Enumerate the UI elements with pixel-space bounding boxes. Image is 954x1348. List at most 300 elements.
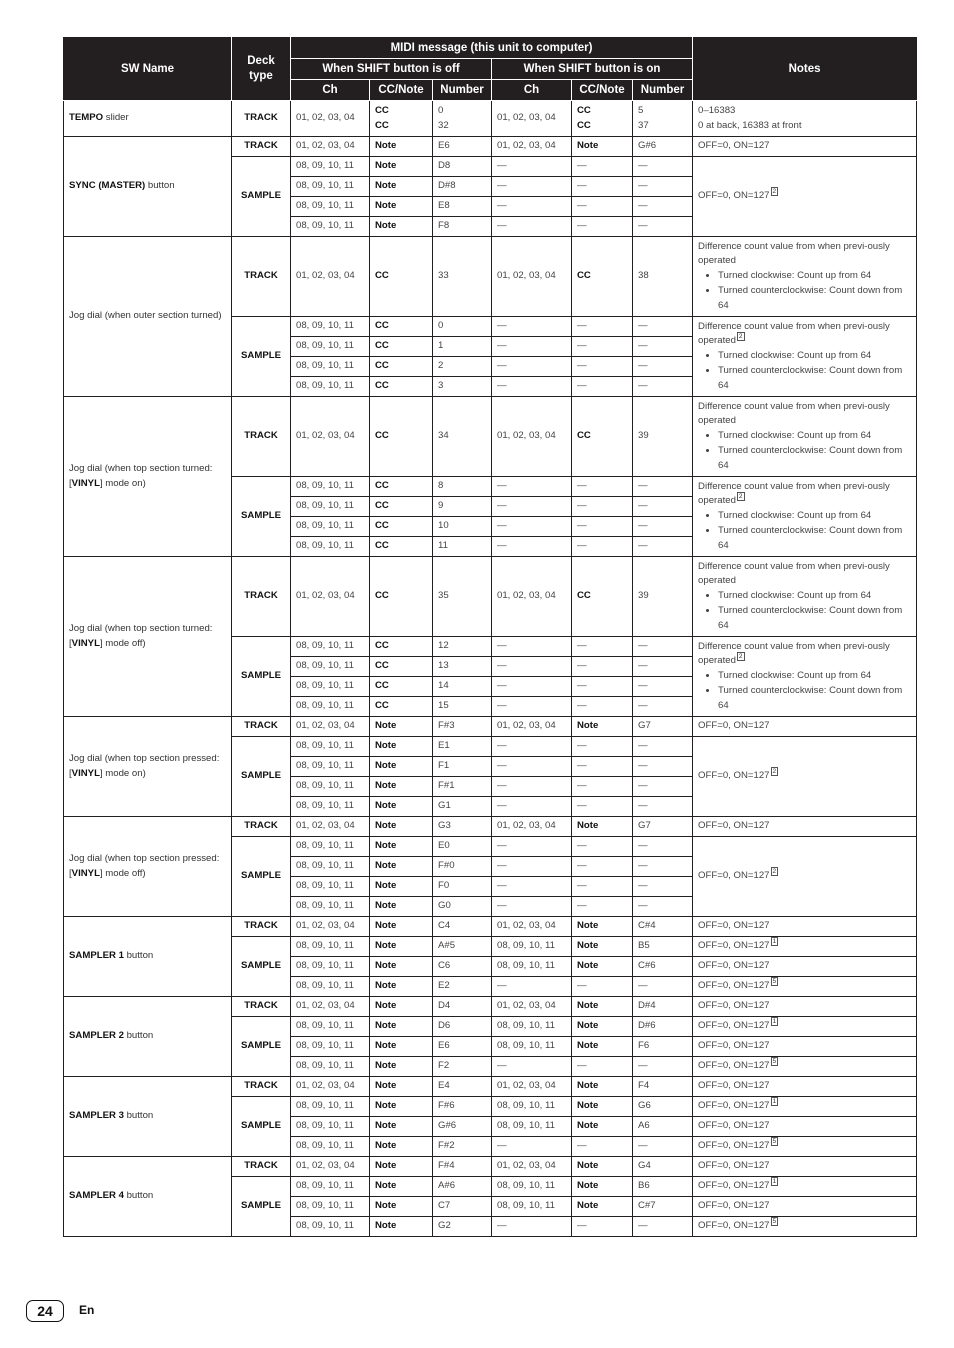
ch-cell: 08, 09, 10, 11	[291, 857, 370, 877]
cc-note-cell: Note	[370, 177, 433, 197]
cc-note-cell: Note	[370, 1057, 433, 1077]
shift-ch-cell: —	[492, 797, 572, 817]
col-header-shift-off: When SHIFT button is off	[291, 59, 492, 80]
notes-cell	[693, 837, 917, 917]
table-row	[64, 557, 917, 637]
cc-note-cell: CC	[370, 557, 433, 637]
notes-cell	[693, 637, 917, 717]
sw-name-cell	[64, 997, 232, 1077]
shift-ch-cell: 01, 02, 03, 04	[492, 101, 572, 137]
notes-list-item: • Turned counterclockwise: Count down from 64	[718, 604, 911, 634]
table-row	[64, 917, 917, 937]
sw-name-rest: button	[123, 1110, 154, 1122]
shift-number-cell: C#6	[633, 957, 693, 977]
notes-cell	[693, 557, 917, 637]
ch-cell: 08, 09, 10, 11	[291, 877, 370, 897]
notes-text: Difference count value from when previ-ously operated	[698, 560, 890, 587]
shift-cc-note-cell: —	[572, 977, 633, 997]
shift-number-cell: B5	[633, 937, 693, 957]
shift-ch-cell: 01, 02, 03, 04	[492, 137, 572, 157]
deck-type-cell: TRACK	[232, 237, 291, 317]
deck-type-cell: TRACK	[232, 997, 291, 1017]
cc-note-cell: Note	[370, 877, 433, 897]
shift-cc-note-cell: —	[572, 677, 633, 697]
deck-type-line2: type	[249, 70, 273, 82]
cc-note-cell: Note	[370, 1217, 433, 1237]
number-cell: E0	[433, 837, 492, 857]
number-cell: 10	[433, 517, 492, 537]
cc-note-cell: Note	[370, 757, 433, 777]
cc-note-cell: Note	[370, 1017, 433, 1037]
cc-note-value: CC	[577, 104, 591, 116]
cc-note-cell: CC	[370, 637, 433, 657]
deck-type-cell: TRACK	[232, 1077, 291, 1097]
sw-name-part: Jog dial (when top section turned: [	[69, 462, 213, 489]
number-cell: F#0	[433, 857, 492, 877]
shift-cc-note-cell: —	[572, 737, 633, 757]
sw-name-rest: button	[123, 1190, 154, 1202]
sw-name-part: Jog dial (when top section pressed: [	[69, 752, 220, 779]
col-header-shift-on: When SHIFT button is on	[492, 59, 693, 80]
ch-cell: 08, 09, 10, 11	[291, 1217, 370, 1237]
number-value: 37	[638, 119, 649, 131]
number-cell: 15	[433, 697, 492, 717]
ch-cell: 01, 02, 03, 04	[291, 917, 370, 937]
col-header-number: Number	[433, 80, 492, 101]
cc-note-cell: Note	[370, 897, 433, 917]
cc-note-value: CC	[375, 104, 389, 116]
ch-cell: 01, 02, 03, 04	[291, 997, 370, 1017]
sw-name-cell	[64, 717, 232, 817]
sw-name-bold: VINYL	[71, 477, 100, 489]
shift-cc-note-cell: —	[572, 537, 633, 557]
table-row	[64, 397, 917, 477]
shift-cc-note-cell: —	[572, 217, 633, 237]
shift-number-cell: —	[633, 1057, 693, 1077]
ch-cell: 08, 09, 10, 11	[291, 757, 370, 777]
ch-cell: 08, 09, 10, 11	[291, 837, 370, 857]
shift-number-cell: —	[633, 377, 693, 397]
number-cell: C7	[433, 1197, 492, 1217]
cc-note-cell: CC	[370, 317, 433, 337]
col-header-cc-note: CC/Note	[370, 80, 433, 101]
cc-note-cell: Note	[370, 1097, 433, 1117]
number-cell: D4	[433, 997, 492, 1017]
notes-cell	[693, 1137, 917, 1157]
shift-ch-cell: 01, 02, 03, 04	[492, 717, 572, 737]
shift-ch-cell: —	[492, 157, 572, 177]
shift-ch-cell: 08, 09, 10, 11	[492, 937, 572, 957]
cc-note-cell: Note	[370, 917, 433, 937]
footnote-ref: 5	[772, 1218, 777, 1226]
ch-cell: 08, 09, 10, 11	[291, 357, 370, 377]
shift-number-cell: —	[633, 857, 693, 877]
shift-ch-cell: 01, 02, 03, 04	[492, 557, 572, 637]
shift-number-cell: —	[633, 157, 693, 177]
cc-note-cell: Note	[370, 957, 433, 977]
ch-cell: 08, 09, 10, 11	[291, 1177, 370, 1197]
sw-name-bold: VINYL	[71, 867, 100, 879]
deck-type-cell: SAMPLE	[232, 477, 291, 557]
shift-number-cell: B6	[633, 1177, 693, 1197]
cc-note-cell: CC	[370, 697, 433, 717]
shift-number-cell: G7	[633, 817, 693, 837]
shift-ch-cell: —	[492, 657, 572, 677]
shift-cc-note-cell: Note	[572, 717, 633, 737]
number-cell: 13	[433, 657, 492, 677]
ch-cell: 08, 09, 10, 11	[291, 477, 370, 497]
notes-text: OFF=0, ON=127	[698, 940, 770, 952]
sw-name-cell	[64, 101, 232, 137]
notes-cell: OFF=0, ON=127	[693, 1197, 917, 1217]
sw-name-bold: SAMPLER 2	[69, 1030, 124, 1042]
shift-cc-note-cell: —	[572, 1217, 633, 1237]
number-cell: 11	[433, 537, 492, 557]
table-row	[64, 101, 917, 137]
sw-name-rest: slider	[103, 112, 129, 124]
notes-text-wrap	[698, 480, 911, 510]
shift-cc-note-cell: —	[572, 337, 633, 357]
cc-note-cell: Note	[370, 837, 433, 857]
ch-cell: 08, 09, 10, 11	[291, 177, 370, 197]
shift-ch-cell: —	[492, 1217, 572, 1237]
notes-cell	[693, 157, 917, 237]
number-cell: E2	[433, 977, 492, 997]
col-header-sw-name: SW Name	[64, 38, 232, 101]
shift-cc-note-cell: Note	[572, 1097, 633, 1117]
shift-ch-cell: 08, 09, 10, 11	[492, 1037, 572, 1057]
notes-cell	[693, 737, 917, 817]
notes-list-item: • Turned clockwise: Count up from 64	[718, 429, 911, 444]
deck-type-cell: SAMPLE	[232, 937, 291, 997]
number-cell: E6	[433, 1037, 492, 1057]
shift-number-cell: 39	[633, 557, 693, 637]
deck-type-cell: SAMPLE	[232, 1177, 291, 1237]
ch-cell: 08, 09, 10, 11	[291, 1117, 370, 1137]
cc-note-cell: CC	[370, 337, 433, 357]
notes-cell	[693, 477, 917, 557]
shift-cc-note-cell: —	[572, 757, 633, 777]
shift-cc-note-cell: —	[572, 657, 633, 677]
number-cell: 8	[433, 477, 492, 497]
shift-ch-cell: 08, 09, 10, 11	[492, 1177, 572, 1197]
col-header-deck-type	[232, 38, 291, 101]
cc-note-cell: CC	[370, 357, 433, 377]
cc-note-cell: CC	[370, 537, 433, 557]
cc-note-value: CC	[577, 119, 591, 131]
deck-type-cell: TRACK	[232, 557, 291, 637]
cc-note-cell	[370, 101, 433, 137]
shift-ch-cell: —	[492, 637, 572, 657]
number-cell: G3	[433, 817, 492, 837]
footnote-ref: 1	[772, 938, 777, 946]
notes-text: OFF=0, ON=127	[698, 1220, 770, 1232]
number-cell: A#6	[433, 1177, 492, 1197]
shift-ch-cell: 08, 09, 10, 11	[492, 957, 572, 977]
shift-ch-cell: —	[492, 697, 572, 717]
cc-note-cell: Note	[370, 817, 433, 837]
shift-ch-cell: 08, 09, 10, 11	[492, 1117, 572, 1137]
shift-number-cell: G#6	[633, 137, 693, 157]
shift-number-cell: —	[633, 797, 693, 817]
shift-cc-note-cell: Note	[572, 1017, 633, 1037]
notes-list-item: • Turned counterclockwise: Count down from 64	[718, 284, 911, 314]
shift-cc-note-cell: —	[572, 317, 633, 337]
number-cell: E8	[433, 197, 492, 217]
notes-text: OFF=0, ON=127	[698, 1060, 770, 1072]
notes-list-item: • Turned clockwise: Count up from 64	[718, 669, 911, 684]
shift-cc-note-cell	[572, 101, 633, 137]
ch-cell: 08, 09, 10, 11	[291, 157, 370, 177]
shift-ch-cell: —	[492, 337, 572, 357]
shift-number-cell: —	[633, 177, 693, 197]
notes-text: Difference count value from when previ-ously operated	[698, 400, 890, 427]
sw-name-cell: Jog dial (when outer section turned)	[64, 237, 232, 397]
ch-cell: 08, 09, 10, 11	[291, 337, 370, 357]
notes-cell: OFF=0, ON=127	[693, 1157, 917, 1177]
shift-cc-note-cell: —	[572, 1057, 633, 1077]
shift-number-cell: G4	[633, 1157, 693, 1177]
shift-ch-cell: —	[492, 897, 572, 917]
col-header-midi-message: MIDI message (this unit to computer)	[291, 38, 693, 59]
shift-number-cell: —	[633, 697, 693, 717]
ch-cell: 08, 09, 10, 11	[291, 637, 370, 657]
shift-number-cell: —	[633, 217, 693, 237]
ch-cell: 08, 09, 10, 11	[291, 657, 370, 677]
shift-number-cell: F6	[633, 1037, 693, 1057]
number-cell: D6	[433, 1017, 492, 1037]
cc-note-cell: CC	[370, 477, 433, 497]
sw-name-bold: SYNC (MASTER)	[69, 180, 146, 192]
shift-ch-cell: —	[492, 837, 572, 857]
number-cell	[433, 101, 492, 137]
col-header-notes: Notes	[693, 38, 917, 101]
table-row	[64, 997, 917, 1017]
shift-ch-cell: 01, 02, 03, 04	[492, 237, 572, 317]
number-cell: E4	[433, 1077, 492, 1097]
shift-cc-note-cell: —	[572, 1137, 633, 1157]
shift-cc-note-cell: Note	[572, 997, 633, 1017]
notes-cell: OFF=0, ON=127	[693, 137, 917, 157]
number-cell: 35	[433, 557, 492, 637]
table-row	[64, 1157, 917, 1177]
sw-name-cell	[64, 1077, 232, 1157]
shift-number-cell: —	[633, 477, 693, 497]
ch-cell: 08, 09, 10, 11	[291, 937, 370, 957]
ch-cell: 08, 09, 10, 11	[291, 317, 370, 337]
shift-number-cell: —	[633, 197, 693, 217]
col-header-shift-number: Number	[633, 80, 693, 101]
shift-cc-note-cell: —	[572, 857, 633, 877]
ch-cell: 08, 09, 10, 11	[291, 1197, 370, 1217]
number-cell: 1	[433, 337, 492, 357]
sw-name-bold: TEMPO	[69, 112, 104, 124]
shift-ch-cell: —	[492, 477, 572, 497]
sw-name-cell	[64, 817, 232, 917]
sw-name-part: ] mode off)	[99, 637, 146, 649]
number-cell: 12	[433, 637, 492, 657]
cc-note-cell: Note	[370, 197, 433, 217]
shift-ch-cell: 01, 02, 03, 04	[492, 397, 572, 477]
shift-number-cell: —	[633, 517, 693, 537]
notes-cell: OFF=0, ON=127	[693, 957, 917, 977]
notes-list-item: • Turned clockwise: Count up from 64	[718, 269, 911, 284]
shift-ch-cell: 08, 09, 10, 11	[492, 1197, 572, 1217]
shift-ch-cell: —	[492, 497, 572, 517]
col-header-shift-ch: Ch	[492, 80, 572, 101]
shift-ch-cell: 01, 02, 03, 04	[492, 817, 572, 837]
cc-note-cell: CC	[370, 677, 433, 697]
shift-cc-note-cell: —	[572, 877, 633, 897]
notes-cell: OFF=0, ON=127	[693, 1077, 917, 1097]
notes-text-wrap	[698, 320, 911, 350]
shift-ch-cell: 08, 09, 10, 11	[492, 1017, 572, 1037]
shift-number-cell: —	[633, 337, 693, 357]
sw-name-part: ] mode on)	[99, 477, 146, 489]
number-cell: 34	[433, 397, 492, 477]
cc-note-cell: Note	[370, 857, 433, 877]
cc-note-cell: Note	[370, 217, 433, 237]
number-cell: C6	[433, 957, 492, 977]
shift-number-cell: —	[633, 757, 693, 777]
footnote-ref: 1	[772, 1098, 777, 1106]
sw-name-bold: SAMPLER 1	[69, 950, 124, 962]
shift-number-cell: —	[633, 897, 693, 917]
footnote-ref: 2	[772, 768, 777, 776]
deck-type-cell: TRACK	[232, 1157, 291, 1177]
shift-ch-cell: —	[492, 977, 572, 997]
number-cell: A#5	[433, 937, 492, 957]
notes-list-item: • Turned counterclockwise: Count down from 64	[718, 524, 911, 554]
notes-cell	[693, 1057, 917, 1077]
table-row	[64, 237, 917, 317]
ch-cell: 08, 09, 10, 11	[291, 797, 370, 817]
footnote-ref: 1	[772, 1018, 777, 1026]
shift-ch-cell: —	[492, 517, 572, 537]
notes-cell	[693, 101, 917, 137]
cc-note-cell: Note	[370, 1037, 433, 1057]
page-number: 24	[26, 1300, 64, 1322]
notes-list	[698, 669, 911, 713]
sw-name-cell	[64, 917, 232, 997]
notes-list	[698, 589, 911, 633]
deck-type-cell: SAMPLE	[232, 837, 291, 917]
shift-ch-cell: —	[492, 317, 572, 337]
shift-number-cell: F4	[633, 1077, 693, 1097]
notes-cell: OFF=0, ON=127	[693, 917, 917, 937]
shift-cc-note-cell: —	[572, 177, 633, 197]
deck-type-cell: SAMPLE	[232, 1097, 291, 1157]
shift-number-cell: —	[633, 777, 693, 797]
notes-line: 0–16383	[698, 104, 736, 116]
col-header-shift-cc-note: CC/Note	[572, 80, 633, 101]
ch-cell: 08, 09, 10, 11	[291, 737, 370, 757]
shift-ch-cell: —	[492, 1057, 572, 1077]
sw-name-bold: VINYL	[71, 637, 100, 649]
notes-text: Difference count value from when previ-ously operated	[698, 640, 890, 667]
sw-name-cell	[64, 557, 232, 717]
footnote-ref: 5	[772, 978, 777, 986]
deck-type-cell: TRACK	[232, 397, 291, 477]
shift-cc-note-cell: CC	[572, 237, 633, 317]
shift-number-cell: —	[633, 877, 693, 897]
sw-name-rest: button	[123, 1030, 154, 1042]
ch-cell: 01, 02, 03, 04	[291, 557, 370, 637]
footnote-ref: 5	[772, 1058, 777, 1066]
shift-cc-note-cell: Note	[572, 937, 633, 957]
cc-note-cell: Note	[370, 1117, 433, 1137]
notes-text: OFF=0, ON=127	[698, 1180, 770, 1192]
number-cell: G2	[433, 1217, 492, 1237]
notes-list	[698, 509, 911, 553]
footnote-ref: 2	[738, 653, 743, 661]
notes-list-item: • Turned counterclockwise: Count down from 64	[718, 364, 911, 394]
shift-cc-note-cell: Note	[572, 1077, 633, 1097]
deck-type-line1: Deck	[247, 55, 275, 67]
cc-note-cell: Note	[370, 157, 433, 177]
sw-name-cell	[64, 137, 232, 237]
footnote-ref: 2	[772, 188, 777, 196]
ch-cell: 01, 02, 03, 04	[291, 817, 370, 837]
shift-cc-note-cell: Note	[572, 917, 633, 937]
ch-cell: 08, 09, 10, 11	[291, 517, 370, 537]
cc-note-cell: CC	[370, 517, 433, 537]
notes-cell	[693, 237, 917, 317]
shift-ch-cell: 01, 02, 03, 04	[492, 917, 572, 937]
shift-number-cell: —	[633, 737, 693, 757]
sw-name-rest: button	[145, 180, 175, 192]
shift-cc-note-cell: —	[572, 837, 633, 857]
number-cell: 14	[433, 677, 492, 697]
footnote-ref: 2	[738, 333, 743, 341]
notes-cell: OFF=0, ON=127	[693, 817, 917, 837]
shift-ch-cell: —	[492, 177, 572, 197]
deck-type-cell: SAMPLE	[232, 737, 291, 817]
shift-cc-note-cell: Note	[572, 1037, 633, 1057]
number-cell: E6	[433, 137, 492, 157]
cc-note-cell: Note	[370, 1077, 433, 1097]
shift-ch-cell: —	[492, 857, 572, 877]
shift-number-cell: C#4	[633, 917, 693, 937]
ch-cell: 01, 02, 03, 04	[291, 137, 370, 157]
shift-ch-cell: 01, 02, 03, 04	[492, 997, 572, 1017]
cc-note-cell: CC	[370, 657, 433, 677]
notes-text: OFF=0, ON=127	[698, 1100, 770, 1112]
notes-cell: OFF=0, ON=127	[693, 1037, 917, 1057]
ch-cell: 08, 09, 10, 11	[291, 897, 370, 917]
number-cell: 0	[433, 317, 492, 337]
notes-cell	[693, 977, 917, 997]
shift-ch-cell: —	[492, 677, 572, 697]
shift-cc-note-cell: —	[572, 197, 633, 217]
shift-number-cell: —	[633, 1217, 693, 1237]
ch-cell: 08, 09, 10, 11	[291, 197, 370, 217]
number-cell: E1	[433, 737, 492, 757]
notes-cell	[693, 937, 917, 957]
cc-note-cell: Note	[370, 777, 433, 797]
cc-note-cell: Note	[370, 797, 433, 817]
ch-cell: 08, 09, 10, 11	[291, 1097, 370, 1117]
shift-cc-note-cell: —	[572, 517, 633, 537]
sw-name-cell	[64, 1157, 232, 1237]
cc-note-cell: CC	[370, 497, 433, 517]
ch-cell: 08, 09, 10, 11	[291, 497, 370, 517]
table-row	[64, 717, 917, 737]
shift-ch-cell: —	[492, 737, 572, 757]
notes-list	[698, 269, 911, 313]
shift-cc-note-cell: CC	[572, 557, 633, 637]
number-cell: 3	[433, 377, 492, 397]
